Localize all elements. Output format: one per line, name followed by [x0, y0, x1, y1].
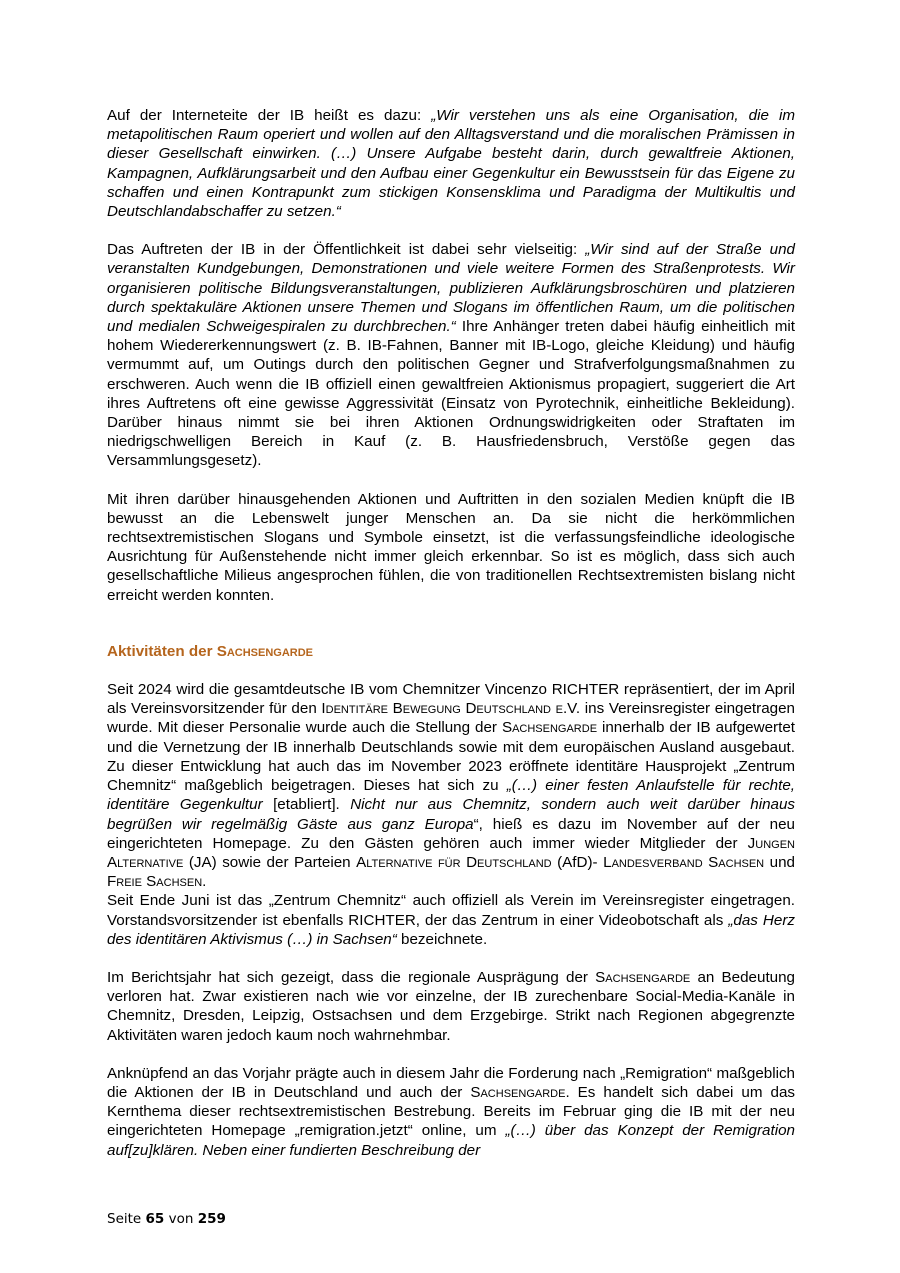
text: Anknüpfend an das Vorjahr prägte auch in diesem Jahr die Forderung nach „Remigration“ maßgeblich die Aktionen der IB in Deutschland und auch der	[107, 1064, 795, 1101]
current-page: 65	[145, 1211, 165, 1227]
footer-text: von	[164, 1211, 198, 1227]
footer-text: Seite	[107, 1211, 146, 1227]
heading-text-smallcaps: Sachsengarde	[216, 642, 314, 660]
text: Seit 2024 wird die gesamtdeutsche IB vom Chemnitzer Vincenzo RICHTER repräsentiert, der im April als Vereinsvorsitzender für den	[107, 681, 795, 718]
org-name: Sachsengarde	[595, 968, 691, 986]
quote: „(…) über das Konzept der Remigration auf[zu]klären. Neben einer fundierten Beschreibung der	[107, 1122, 795, 1159]
page-number-footer	[107, 1211, 226, 1227]
org-name: Alternative für Deutschland	[356, 853, 552, 871]
text: (JA) sowie der Parteien	[183, 853, 357, 871]
quote: „Wir verstehen uns als eine Organisation, die im metapolitischen Raum operiert und wollen auf den Alltagsverstand und die moralischen Prämissen in dieser Gesellschaft einwirken. (…) Unsere Aufgabe besteht darin, durch gewaltfreie Aktionen, Kampagnen, Aufklärungsarbeit und den Aufbau einer Gegenkultur ein Bewusstsein für das Eigene zu schaffen und einen Kontrapunkt zum stickigen Konsensklima und Paradigma der Multikultis und Deutschlandabschaffer zu setzen.“	[107, 107, 795, 221]
section-heading	[107, 642, 795, 661]
quote: „Wir sind auf der Straße und veranstalten Kundgebungen, Demonstrationen und viele weitere Formen des Straßenprotests. Wir organisieren politische Bildungsveranstaltungen, publizieren Aufklärungsbroschüren und platzieren durch spektakuläre Aktionen unsere Themen und Slogans im öffentlichen Raum, um die politischen und medialen Schweigespiralen zu durchbrechen.“	[107, 241, 795, 336]
paragraph-zentrum-verein	[107, 891, 795, 949]
paragraph-richter	[107, 680, 795, 891]
text: Ihre Anhänger treten dabei häufig einheitlich mit hohem Wiedererkennungswert (z. B. IB-Fahnen, Banner mit IB-Logo, gleiche Kleidung) und häufig vermummt auf, um Outings durch den politischen Gegner und Strafverfolgungsmaßnahmen zu erschweren. Auch wenn die IB offiziell einen gewaltfreien Aktionismus propagiert, suggeriert die Art ihres Auftretens oft eine gewisse Aggressivität (Einsatz von Pyrotechnik, einheitliche Bekleidung). Darüber hinaus nimmt sie bei ihren Aktionen Ordnungswidrigkeiten oder Straftaten im niedrigschwelligen Bereich in Kauf (z. B. Hausfriedensbruch, Verstöße gegen das Versammlungsgesetz).	[107, 318, 795, 470]
total-pages: 259	[197, 1211, 226, 1227]
paragraph-social-media: Mit ihren darüber hinausgehenden Aktionen und Auftritten in den sozialen Medien knüpft die IB bewusst an die Lebenswelt junger Menschen an. Da sie nicht die herkömmlichen rechtsextremistischen Slogans und Symbole einsetzt, ist die verfassungsfeindliche ideologische Ausrichtung für Außenstehende nicht immer gleich erkennbar. So ist es möglich, dass sich auch gesellschaftliche Milieus angesprochen fühlen, die von traditionellen Rechtsextremisten bislang nicht erreicht werden konnten.	[107, 490, 795, 604]
text: bezeichnete.	[396, 930, 488, 948]
org-name: Landesverband Sachsen	[603, 853, 765, 871]
org-name: Jungen Alternative	[107, 834, 795, 871]
text: und	[764, 853, 795, 871]
text: . Es handelt sich dabei um das Kernthema dieser rechtsextremistischen Bestrebung. Bereits im Februar ging die IB mit der neu eingerichteten Homepage „remigration.jetzt“ online, um	[107, 1083, 795, 1140]
text: Im Berichtsjahr hat sich gezeigt, dass die regionale Ausprägung der	[107, 968, 596, 986]
paragraph-regional	[107, 968, 795, 1045]
text: “, hieß es dazu im November auf der neu eingerichteten Homepage. Zu den Gästen gehören auch immer wieder Mitglieder der	[107, 815, 795, 852]
text: Auf der Interneteite der IB heißt es dazu:	[107, 107, 432, 124]
quote: „das Herz des identitären Aktivismus (…) in Sachsen“	[107, 911, 795, 948]
heading-text: Aktivitäten der	[107, 642, 217, 660]
text: Das Auftreten der IB in der Öffentlichkeit ist dabei sehr vielseitig:	[107, 241, 586, 259]
org-name: Freie Sachsen	[107, 873, 203, 891]
text: (AfD)-	[551, 853, 604, 871]
org-name: Sachsengarde	[470, 1083, 566, 1101]
text: ins Vereinsregister eingetragen wurde. Mit dieser Personalie wurde auch die Stellung der	[107, 700, 795, 737]
paragraph-public-appearance	[107, 240, 795, 470]
org-name: Sachsengarde	[501, 719, 598, 737]
text: Seit Ende Juni ist das „Zentrum Chemnitz“ auch offiziell als Verein im Vereinsregister eingetragen. Vorstandsvorsitzender ist ebenfalls RICHTER, der das Zentrum in einer Videobotschaft als	[107, 892, 795, 929]
text: .	[202, 873, 207, 891]
paragraph-remigration	[107, 1064, 795, 1160]
quote: Nicht nur aus Chemnitz, sondern auch weit darüber hinaus begrüßen wir regelmäßig Gäste aus ganz Europa	[107, 796, 796, 833]
org-name: Identitäre Bewegung Deutschland e.V.	[321, 700, 581, 718]
text: innerhalb der IB aufgewertet und die Vernetzung der IB innerhalb Deutschlands sowie mit dem europäischen Ausland ausgebaut. Zu dieser Entwicklung hat auch das im November 2023 eröffnete identitäre Hausprojekt „Zentrum Chemnitz“ maßgeblich beigetragen. Dieses hat sich zu	[107, 719, 795, 795]
quote: „(…) einer festen Anlaufstelle für rechte, identitäre Gegenkultur	[107, 777, 795, 814]
paragraph-ib-quote	[107, 106, 795, 221]
text: an Bedeutung verloren hat. Zwar existieren nach wie vor einzelne, der IB zurechenbare Social-Media-Kanäle in Chemnitz, Dresden, Leipzig, Ostsachsen und dem Erzgebirge. Strikt nach Regionen abgegrenzte Aktivitäten waren jedoch kaum noch wahrnehmbar.	[107, 968, 796, 1044]
document-page	[107, 106, 795, 1179]
text: [etabliert].	[262, 796, 351, 814]
